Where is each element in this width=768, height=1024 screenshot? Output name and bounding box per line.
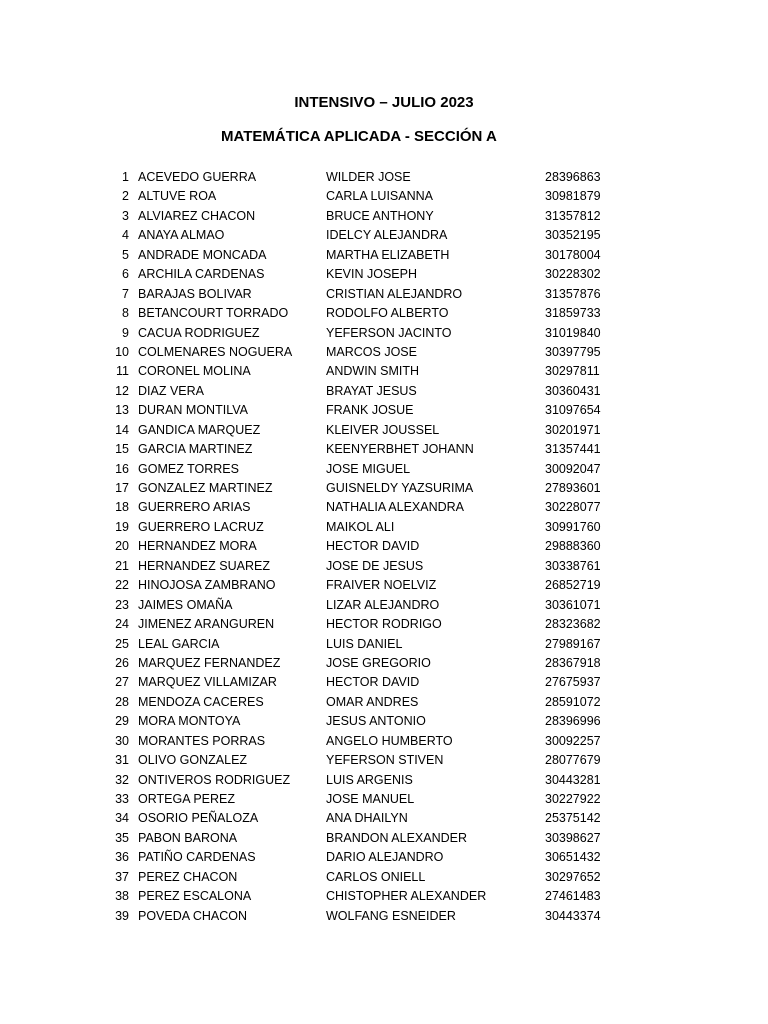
student-given-name: CARLOS ONIELL xyxy=(326,869,426,884)
row-number: 5 xyxy=(122,247,129,262)
student-id-number: 28396863 xyxy=(545,170,601,184)
student-given-name: HECTOR DAVID xyxy=(326,675,420,690)
student-surname: ALVIAREZ CHACON xyxy=(138,208,256,223)
student-id-number: 30228302 xyxy=(545,267,601,282)
student-id-number: 30981879 xyxy=(545,189,601,204)
student-surname: BARAJAS BOLIVAR xyxy=(138,286,252,301)
list-item xyxy=(0,265,768,284)
student-surname: ANAYA ALMAO xyxy=(138,228,225,243)
student-surname: HERNANDEZ MORA xyxy=(138,539,257,554)
student-id-number: 30443281 xyxy=(545,772,601,787)
student-surname: ALTUVE ROA xyxy=(138,189,217,204)
row-number: 22 xyxy=(115,578,129,593)
student-id-number: 30297811 xyxy=(545,364,600,379)
student-id-number: 30443374 xyxy=(545,908,601,923)
student-given-name: JOSE MANUEL xyxy=(326,792,415,806)
student-given-name: KLEIVER JOUSSEL xyxy=(326,422,440,437)
student-given-name: MAIKOL ALI xyxy=(326,519,395,534)
student-surname: BETANCOURT TORRADO xyxy=(138,306,289,321)
student-id-number: 28367918 xyxy=(545,655,601,670)
student-id-number: 28323682 xyxy=(545,617,601,632)
student-list xyxy=(0,168,768,926)
list-item xyxy=(0,362,768,381)
student-given-name: OMAR ANDRES xyxy=(326,694,419,709)
row-number: 3 xyxy=(122,208,129,223)
student-surname: GANDICA MARQUEZ xyxy=(138,422,261,437)
row-number: 21 xyxy=(115,558,129,573)
list-item xyxy=(0,751,768,770)
student-given-name: IDELCY ALEJANDRA xyxy=(326,228,448,243)
student-surname: ARCHILA CARDENAS xyxy=(138,267,265,282)
list-item xyxy=(0,168,768,187)
student-id-number: 30651432 xyxy=(545,850,601,865)
student-given-name: BRUCE ANTHONY xyxy=(326,208,434,223)
student-surname: GONZALEZ MARTINEZ xyxy=(138,481,273,495)
row-number: 6 xyxy=(122,267,129,282)
student-given-name: YEFERSON JACINTO xyxy=(326,325,452,340)
row-number: 7 xyxy=(122,286,129,301)
list-item xyxy=(0,635,768,654)
student-given-name: BRAYAT JESUS xyxy=(326,383,417,398)
list-item xyxy=(0,829,768,848)
list-item xyxy=(0,790,768,809)
student-surname: MORA MONTOYA xyxy=(138,714,241,729)
list-item xyxy=(0,304,768,323)
student-surname: COLMENARES NOGUERA xyxy=(138,344,293,359)
list-item xyxy=(0,576,768,595)
list-item xyxy=(0,207,768,226)
student-given-name: CRISTIAN ALEJANDRO xyxy=(326,286,463,301)
student-id-number: 26852719 xyxy=(545,578,601,593)
student-given-name: JESUS ANTONIO xyxy=(326,714,426,729)
student-id-number: 30398627 xyxy=(545,830,601,845)
student-surname: ACEVEDO GUERRA xyxy=(138,170,257,184)
student-surname: JIMENEZ ARANGUREN xyxy=(138,617,275,632)
list-item xyxy=(0,285,768,304)
list-item xyxy=(0,246,768,265)
student-given-name: KEENYERBHET JOHANN xyxy=(326,442,474,457)
student-id-number: 31019840 xyxy=(545,325,601,340)
row-number: 26 xyxy=(115,655,129,670)
list-item xyxy=(0,226,768,245)
student-surname: OSORIO PEÑALOZA xyxy=(138,811,259,826)
student-id-number: 28396996 xyxy=(545,714,601,729)
list-item xyxy=(0,809,768,828)
row-number: 9 xyxy=(122,325,129,340)
student-surname: GUERRERO LACRUZ xyxy=(138,519,264,534)
row-number: 11 xyxy=(116,364,129,379)
student-given-name: YEFERSON STIVEN xyxy=(326,753,444,768)
list-item xyxy=(0,537,768,556)
row-number: 4 xyxy=(122,228,129,243)
row-number: 12 xyxy=(115,383,129,398)
student-surname: MARQUEZ FERNANDEZ xyxy=(138,655,281,670)
student-given-name: ANA DHAILYN xyxy=(326,811,408,826)
list-item xyxy=(0,887,768,906)
list-item xyxy=(0,187,768,206)
student-given-name: NATHALIA ALEXANDRA xyxy=(326,500,465,515)
student-id-number: 31859733 xyxy=(545,306,601,321)
student-given-name: ANGELO HUMBERTO xyxy=(326,733,453,748)
list-item xyxy=(0,596,768,615)
student-id-number: 27461483 xyxy=(545,889,601,904)
row-number: 28 xyxy=(115,694,129,709)
section-subtitle: MATEMÁTICA APLICADA - SECCIÓN A xyxy=(221,128,497,145)
student-given-name: JOSE MIGUEL xyxy=(326,461,411,476)
row-number: 10 xyxy=(115,344,129,359)
row-number: 19 xyxy=(115,519,129,534)
student-id-number: 30228077 xyxy=(545,500,601,515)
student-id-number: 31357441 xyxy=(545,442,601,457)
list-item xyxy=(0,907,768,926)
list-item xyxy=(0,343,768,362)
list-item xyxy=(0,401,768,420)
student-given-name: CHISTOPHER ALEXANDER xyxy=(326,889,487,904)
student-surname: GOMEZ TORRES xyxy=(138,461,239,476)
student-surname: OLIVO GONZALEZ xyxy=(138,753,248,768)
list-item xyxy=(0,421,768,440)
list-item xyxy=(0,518,768,537)
student-surname: HINOJOSA ZAMBRANO xyxy=(138,578,276,593)
student-surname: LEAL GARCIA xyxy=(138,636,220,651)
student-id-number: 30227922 xyxy=(545,792,601,806)
student-given-name: KEVIN JOSEPH xyxy=(326,267,417,282)
student-id-number: 28591072 xyxy=(545,694,601,709)
student-surname: ONTIVEROS RODRIGUEZ xyxy=(138,772,291,787)
student-id-number: 31357812 xyxy=(545,208,601,223)
list-item xyxy=(0,868,768,887)
student-id-number: 30397795 xyxy=(545,344,601,359)
row-number: 2 xyxy=(122,189,129,204)
row-number: 24 xyxy=(115,617,129,632)
student-id-number: 28077679 xyxy=(545,753,601,768)
student-surname: JAIMES OMAÑA xyxy=(138,597,233,612)
student-surname: MORANTES PORRAS xyxy=(138,733,266,748)
student-given-name: FRANK JOSUE xyxy=(326,403,414,418)
student-surname: ANDRADE MONCADA xyxy=(138,247,267,262)
list-item xyxy=(0,712,768,731)
student-surname: CACUA RODRIGUEZ xyxy=(138,325,260,340)
row-number: 8 xyxy=(122,306,129,321)
row-number: 23 xyxy=(115,597,129,612)
row-number: 15 xyxy=(115,442,129,457)
row-number: 17 xyxy=(115,481,129,495)
list-item xyxy=(0,732,768,751)
row-number: 25 xyxy=(115,636,129,651)
student-id-number: 30991760 xyxy=(545,519,601,534)
row-number: 14 xyxy=(115,422,129,437)
student-surname: GUERRERO ARIAS xyxy=(138,500,251,515)
row-number: 1 xyxy=(122,170,129,184)
student-id-number: 31357876 xyxy=(545,286,601,301)
student-given-name: GUISNELDY YAZSURIMA xyxy=(326,481,474,495)
row-number: 20 xyxy=(115,539,129,554)
student-id-number: 30297652 xyxy=(545,869,601,884)
student-id-number: 30092257 xyxy=(545,733,601,748)
student-surname: PEREZ CHACON xyxy=(138,869,238,884)
row-number: 33 xyxy=(115,792,129,806)
list-item xyxy=(0,654,768,673)
student-id-number: 30092047 xyxy=(545,461,601,476)
list-item xyxy=(0,673,768,692)
student-id-number: 27675937 xyxy=(545,675,601,690)
row-number: 38 xyxy=(115,889,129,904)
list-item xyxy=(0,460,768,479)
list-item xyxy=(0,771,768,790)
student-id-number: 29888360 xyxy=(545,539,601,554)
row-number: 37 xyxy=(115,869,129,884)
student-given-name: JOSE GREGORIO xyxy=(326,655,431,670)
student-id-number: 30338761 xyxy=(545,558,601,573)
student-id-number: 30352195 xyxy=(545,228,601,243)
student-given-name: HECTOR DAVID xyxy=(326,539,420,554)
student-id-number: 27893601 xyxy=(545,481,601,495)
row-number: 31 xyxy=(115,753,129,768)
student-given-name: MARTHA ELIZABETH xyxy=(326,247,450,262)
student-given-name: LUIS ARGENIS xyxy=(326,772,413,787)
row-number: 34 xyxy=(115,811,129,826)
student-surname: CORONEL MOLINA xyxy=(138,364,251,379)
student-surname: MENDOZA CACERES xyxy=(138,694,264,709)
student-surname: GARCIA MARTINEZ xyxy=(138,442,253,457)
student-surname: POVEDA CHACON xyxy=(138,908,248,923)
list-item xyxy=(0,848,768,867)
student-surname: MARQUEZ VILLAMIZAR xyxy=(138,675,277,690)
list-item xyxy=(0,557,768,576)
student-id-number: 30201971 xyxy=(545,422,601,437)
student-surname: ORTEGA PEREZ xyxy=(138,792,236,806)
student-surname: PATIÑO CARDENAS xyxy=(138,850,256,865)
student-given-name: MARCOS JOSE xyxy=(326,344,417,359)
list-item xyxy=(0,324,768,343)
row-number: 36 xyxy=(115,850,129,865)
student-id-number: 27989167 xyxy=(545,636,601,651)
student-given-name: FRAIVER NOELVIZ xyxy=(326,578,437,593)
student-given-name: DARIO ALEJANDRO xyxy=(326,850,444,865)
row-number: 27 xyxy=(115,675,129,690)
student-id-number: 30178004 xyxy=(545,247,601,262)
row-number: 39 xyxy=(115,908,129,923)
row-number: 13 xyxy=(115,403,129,418)
student-given-name: CARLA LUISANNA xyxy=(326,189,433,204)
row-number: 35 xyxy=(115,830,129,845)
list-item xyxy=(0,382,768,401)
list-item xyxy=(0,479,768,498)
student-surname: DURAN MONTILVA xyxy=(138,403,248,418)
student-given-name: WOLFANG ESNEIDER xyxy=(326,908,456,923)
student-id-number: 31097654 xyxy=(545,403,601,418)
student-id-number: 30360431 xyxy=(545,383,601,398)
student-id-number: 30361071 xyxy=(545,597,601,612)
list-item xyxy=(0,615,768,634)
student-given-name: ANDWIN SMITH xyxy=(326,364,420,379)
student-given-name: LIZAR ALEJANDRO xyxy=(326,597,440,612)
student-given-name: RODOLFO ALBERTO xyxy=(326,306,449,321)
row-number: 18 xyxy=(115,500,129,515)
list-item xyxy=(0,498,768,517)
student-surname: DIAZ VERA xyxy=(138,383,204,398)
student-given-name: BRANDON ALEXANDER xyxy=(326,830,468,845)
row-number: 30 xyxy=(115,733,129,748)
student-surname: PABON BARONA xyxy=(138,830,238,845)
row-number: 16 xyxy=(115,461,129,476)
student-given-name: LUIS DANIEL xyxy=(326,636,403,651)
student-surname: HERNANDEZ SUAREZ xyxy=(138,558,270,573)
list-item xyxy=(0,693,768,712)
student-given-name: HECTOR RODRIGO xyxy=(326,617,442,632)
row-number: 32 xyxy=(115,772,129,787)
page-title: INTENSIVO – JULIO 2023 xyxy=(294,94,474,111)
student-surname: PEREZ ESCALONA xyxy=(138,889,252,904)
student-given-name: JOSE DE JESUS xyxy=(326,558,424,573)
row-number: 29 xyxy=(115,714,129,729)
list-item xyxy=(0,440,768,459)
student-id-number: 25375142 xyxy=(545,811,601,826)
student-given-name: WILDER JOSE xyxy=(326,170,411,184)
